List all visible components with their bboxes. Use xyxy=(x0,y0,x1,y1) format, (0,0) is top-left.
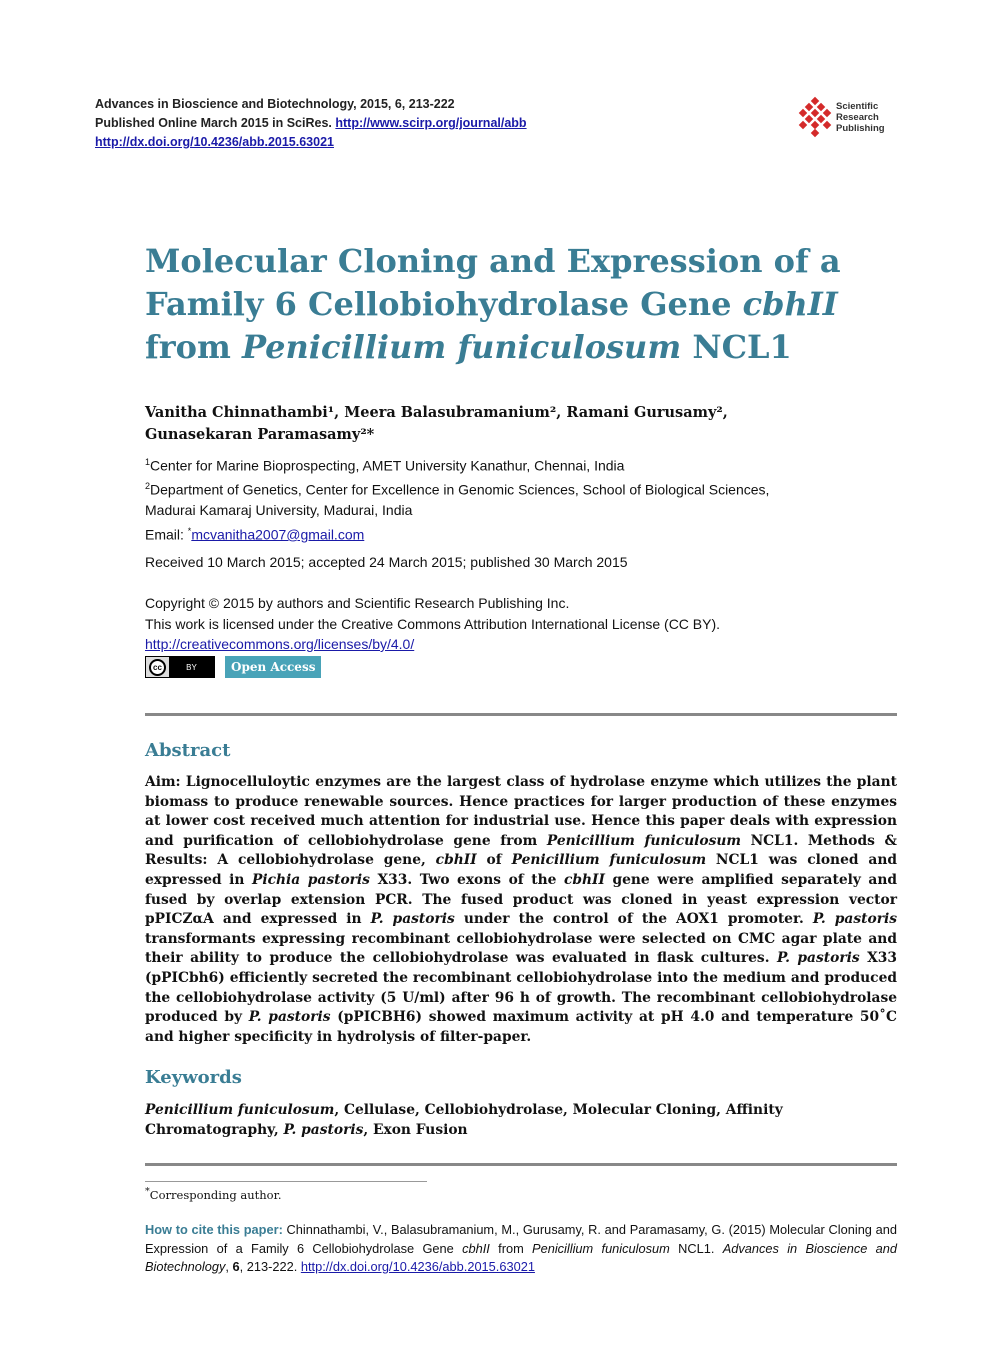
published-line xyxy=(95,114,527,133)
by-icon: BY xyxy=(169,657,214,677)
affiliation-1: $^1$Center for Marine Bioprospecting, AMET University Kanathur, Chennai, India xyxy=(145,457,625,474)
license-link[interactable]: http://creativecommons.org/licenses/by/4.0/ xyxy=(145,636,415,652)
keywords-heading: Keywords xyxy=(145,1067,242,1088)
footnote-rule xyxy=(145,1181,427,1182)
author-list xyxy=(145,402,728,446)
copyright-line: Copyright © 2015 by authors and Scientific Research Publishing Inc. xyxy=(145,595,570,611)
title-line-3: from Penicillium funiculosum NCL1 xyxy=(145,328,792,366)
affiliations xyxy=(145,452,769,545)
copyright-block xyxy=(145,593,720,655)
email-line: Email: *mcvanitha2007@gmail.com xyxy=(145,525,365,543)
cite-label: How to cite this paper: xyxy=(145,1222,283,1237)
section-divider xyxy=(145,713,897,716)
published-text: Published Online March 2015 in SciRes. xyxy=(95,116,336,130)
affiliation-2: $^2$Department of Genetics, Center for Excellence in Genomic Sciences, School of Biological Sciences, xyxy=(145,481,770,498)
doi-link[interactable]: http://dx.doi.org/10.4236/abb.2015.63021 xyxy=(95,135,334,149)
paper-title xyxy=(145,240,865,369)
authors-line-2: Gunasekaran Paramasamy²* xyxy=(145,426,375,443)
publication-dates: Received 10 March 2015; accepted 24 March 2015; published 30 March 2015 xyxy=(145,554,628,570)
title-line-1: Molecular Cloning and Expression of a xyxy=(145,242,841,280)
journal-link[interactable]: http://www.scirp.org/journal/abb xyxy=(335,116,527,130)
abstract-text: Aim: Lignocelluloytic enzymes are the largest class of hydrolase enzyme which utilizes the plant biomass to produce renewable sources. Hence practices for larger production of these enzymes at lower cost received much attention for industrial use. Hence this paper deals with expression and purification of cellobiohydrolase gene from Penicillium funiculosum NCL1. Methods & Results: A cellobiohydrolase gene, cbhII of Penicillium funiculosum NCL1 was cloned and expressed in Pichia pastoris X33. Two exons of the cbhII gene were amplified separately and fused by overlap extension PCR. The fused product was cloned in yeast expression vector pPICZαA and expressed in P. pastoris under the control of the AOX1 promoter. P. pastoris transformants expressing recombinant cellobiohydrolase were selected on CMC agar plate and their ability to produce the cellobiohydrolase was evaluated in flask cultures. P. pastoris X33 (pPICbh6) efficiently secreted the recombinant cellobiohydrolase into the medium and produced the cellobiohydrolase activity (5 U/ml) after 96 h of growth. The recombinant cellobiohydrolase produced by P. pastoris (pPICBH6) showed maximum activity at pH 4.0 and temperature 50˚C and higher specificity in hydrolysis of filter-paper. xyxy=(145,774,898,1045)
email-link[interactable]: mcvanitha2007@gmail.com xyxy=(191,526,365,543)
footnote: *Corresponding author. xyxy=(145,1186,282,1202)
abstract-heading: Abstract xyxy=(145,740,231,761)
journal-header xyxy=(95,95,527,152)
license-line: This work is licensed under the Creative Commons Attribution International License (CC BY). xyxy=(145,615,721,632)
publisher-logo-icon xyxy=(795,96,835,140)
cite-doi-link[interactable]: http://dx.doi.org/10.4236/abb.2015.63021 xyxy=(300,1259,535,1275)
keywords-text: Penicillium funiculosum, Cellulase, Cellobiohydrolase, Molecular Cloning, Affinity Chromatography, P. pastoris, Exon Fusion xyxy=(145,1102,783,1138)
journal-line: Advances in Bioscience and Biotechnology, 2015, 6, 213-222 xyxy=(95,97,455,111)
license-badges xyxy=(145,656,321,678)
how-to-cite: How to cite this paper: Chinnathambi, V., Balasubramanium, M., Gurusamy, R. and Paramasamy, G. (2015) Molecular Cloning and Expression of a Family 6 Cellobiohydrolase Gene cbhII from Penicillium funiculosum NCL1. Advances in Bioscience and Biotechnology, 6, 213-222. http://dx.doi.org/10.4236/abb.2015.63021 xyxy=(145,1222,898,1275)
cc-by-badge[interactable] xyxy=(145,656,215,678)
authors-line-1: Vanitha Chinnathambi¹, Meera Balasubramanium², Ramani Gurusamy², xyxy=(145,404,728,421)
publisher-logo xyxy=(795,96,905,140)
title-line-2: Family 6 Cellobiohydrolase Gene cbhII xyxy=(145,285,838,323)
cc-icon: cc xyxy=(149,659,166,676)
affiliation-2-cont: Madurai Kamaraj University, Madurai, India xyxy=(145,502,413,519)
section-divider-bottom xyxy=(145,1163,897,1166)
open-access-badge: Open Access xyxy=(225,656,321,678)
publisher-logo-text: Scientific Research Publishing xyxy=(836,101,885,134)
